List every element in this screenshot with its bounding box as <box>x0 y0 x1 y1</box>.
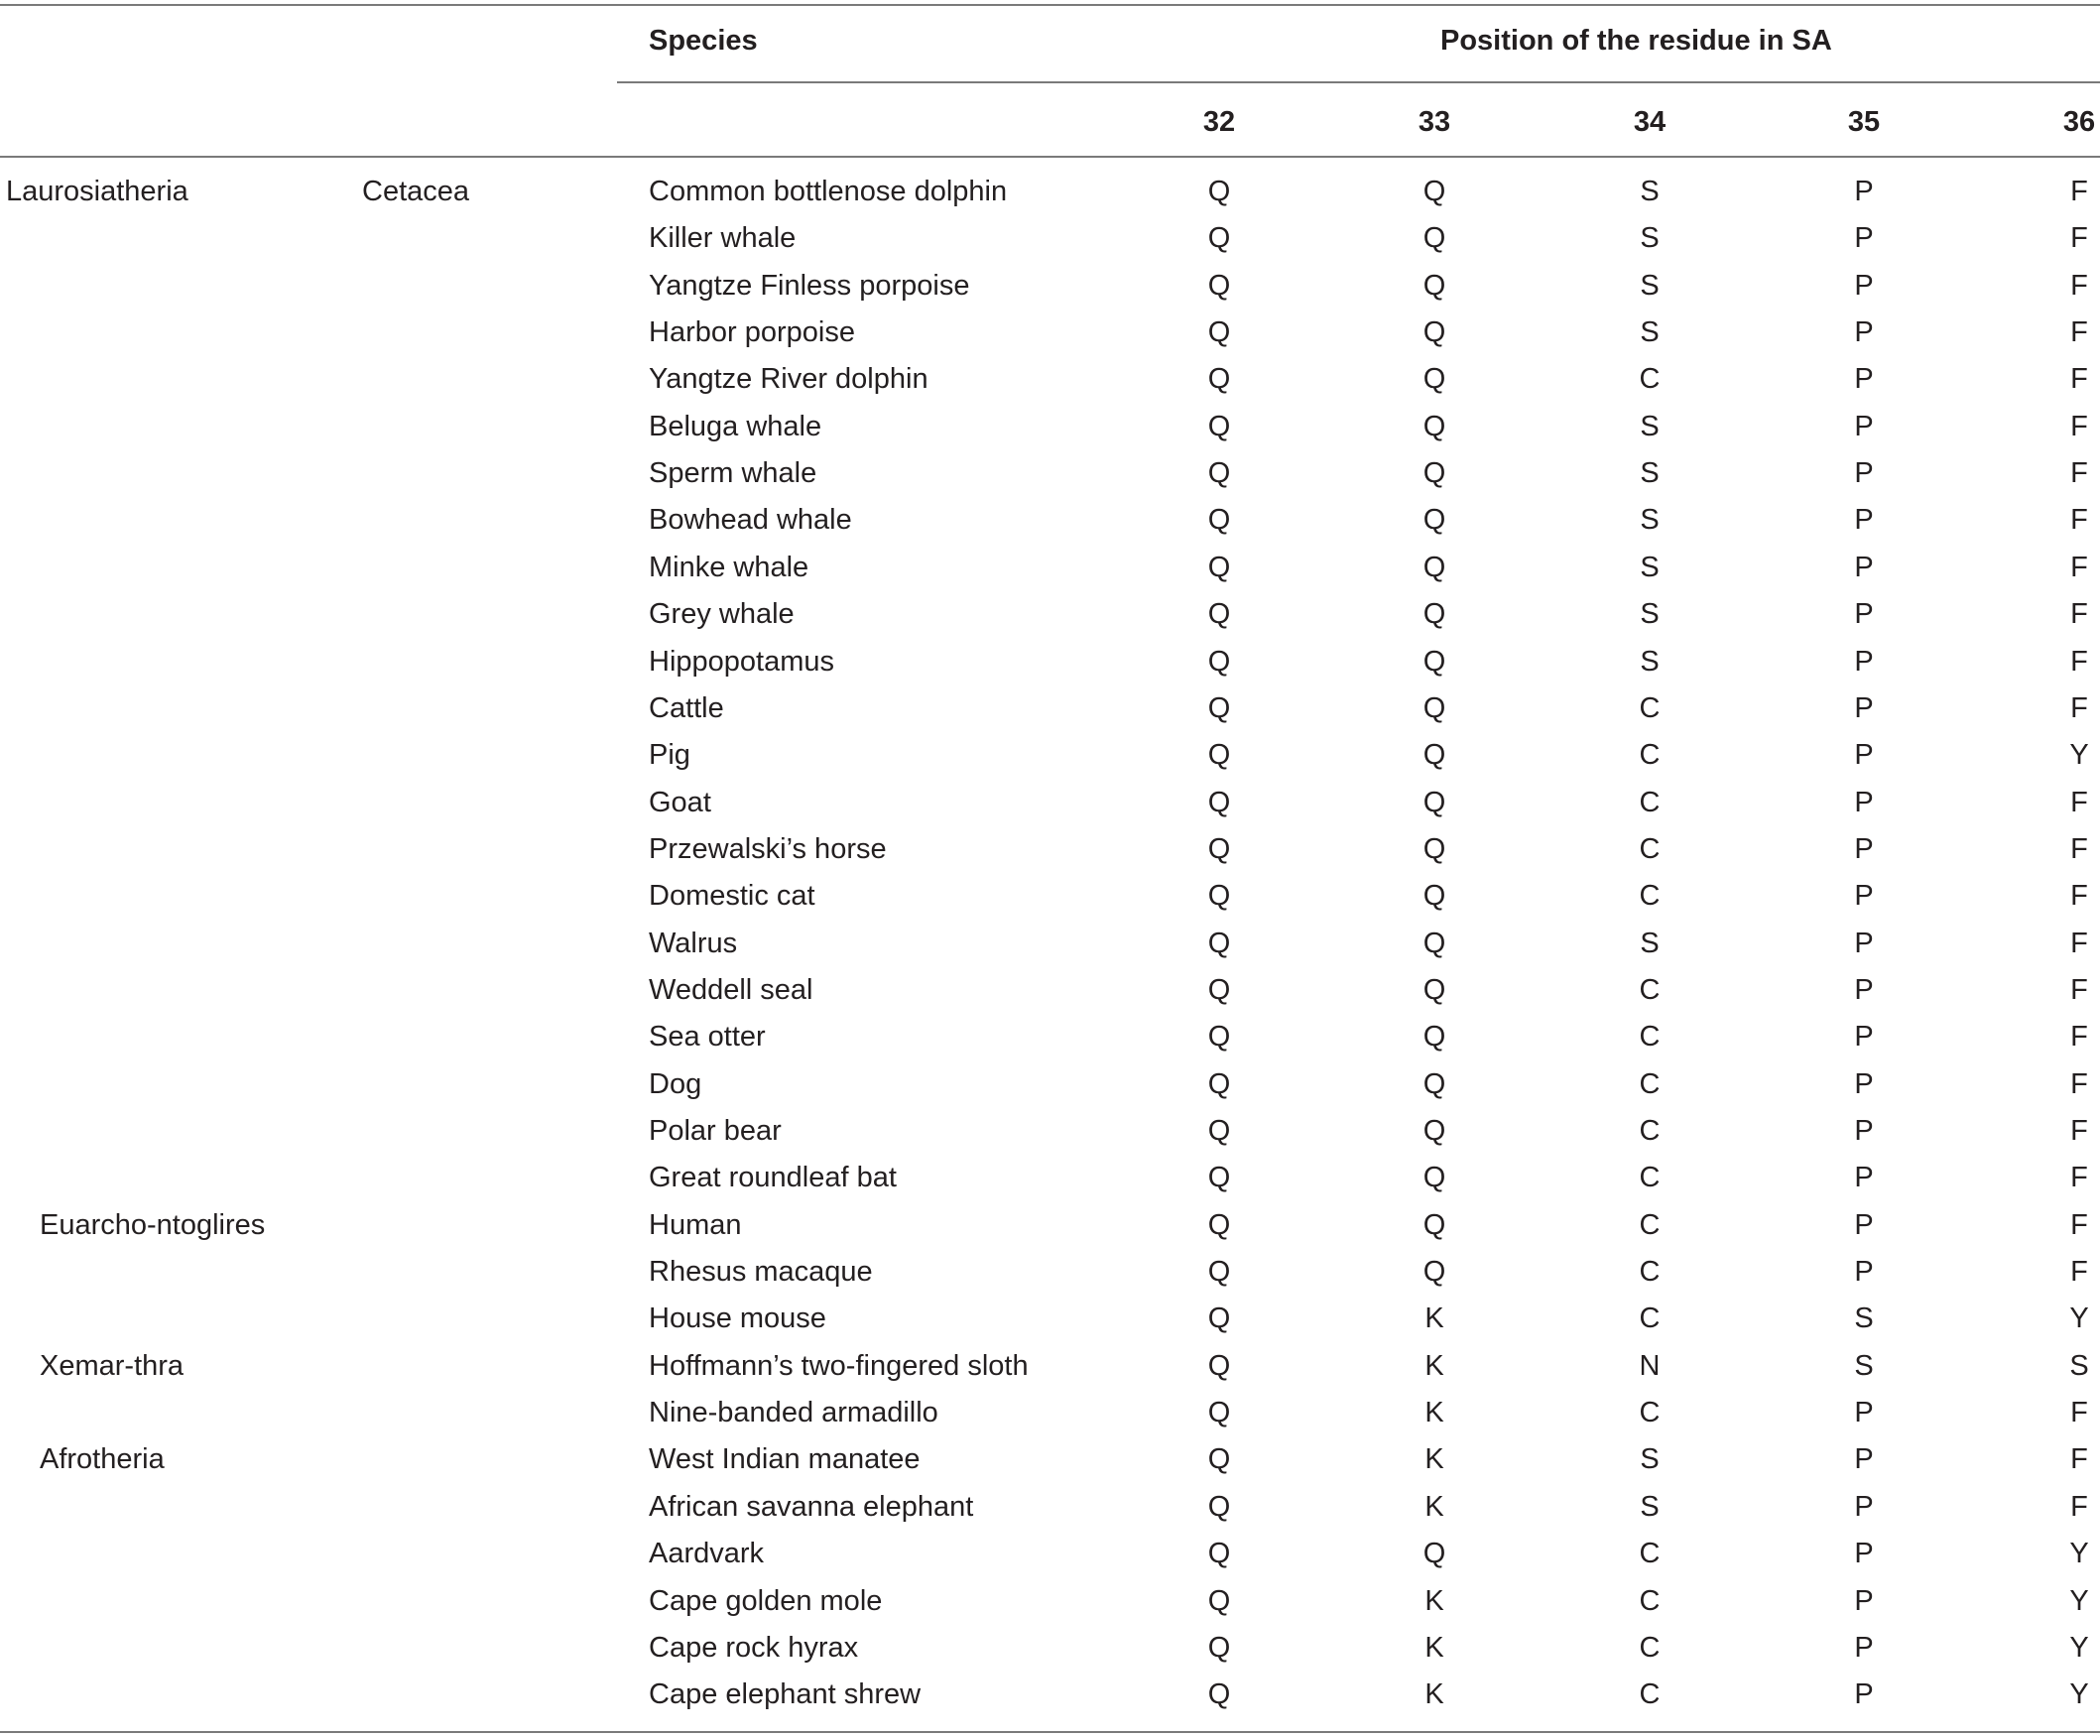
residue-cell-34: C <box>1639 1678 1661 1711</box>
residue-cell-32: Q <box>1207 1067 1231 1100</box>
residue-cell-34: S <box>1640 222 1660 255</box>
residue-cell-36: Y <box>2069 1678 2089 1711</box>
residue-cell-35: P <box>1854 1067 1874 1100</box>
residue-cell-35: P <box>1854 363 1874 396</box>
species-cell: Bowhead whale <box>649 504 852 537</box>
residue-cell-32: Q <box>1207 1443 1231 1476</box>
residue-cell-33: Q <box>1422 832 1446 865</box>
species-header: Species <box>649 25 758 57</box>
residue-cell-35: P <box>1854 880 1874 913</box>
table-row <box>0 310 2100 356</box>
residue-cell-35: P <box>1854 1631 1874 1664</box>
species-cell: Sperm whale <box>649 457 817 490</box>
species-cell: Cattle <box>649 691 724 724</box>
table-row <box>0 1343 2100 1390</box>
species-cell: Weddell seal <box>649 973 813 1006</box>
residue-cell-35: P <box>1854 551 1874 583</box>
residue-cell-32: Q <box>1207 1584 1231 1617</box>
residue-cell-33: Q <box>1422 316 1446 349</box>
species-cell: Dog <box>649 1067 702 1100</box>
residue-cell-34: S <box>1640 269 1660 302</box>
residue-cell-34: C <box>1639 1631 1661 1664</box>
residue-cell-35: P <box>1854 1490 1874 1523</box>
species-cell: Killer whale <box>649 222 797 255</box>
residue-cell-33: Q <box>1422 691 1446 724</box>
residue-cell-33: Q <box>1422 880 1446 913</box>
residue-cell-36: F <box>2070 1443 2088 1476</box>
residue-cell-35: P <box>1854 1538 1874 1570</box>
residue-cell-35: P <box>1854 1397 1874 1429</box>
residue-cell-36: F <box>2070 269 2088 302</box>
residue-cell-35: P <box>1854 1443 1874 1476</box>
top-rule <box>0 4 2100 6</box>
residue-cell-32: Q <box>1207 1678 1231 1711</box>
residue-cell-36: F <box>2070 927 2088 959</box>
residue-cell-34: C <box>1639 1067 1661 1100</box>
species-cell: Pig <box>649 739 690 772</box>
residue-cell-33: Q <box>1422 1538 1446 1570</box>
residue-cell-34: C <box>1639 1256 1661 1289</box>
residue-cell-33: Q <box>1422 1208 1446 1241</box>
species-cell: Goat <box>649 786 711 818</box>
table-row <box>0 826 2100 873</box>
residue-cell-36: Y <box>2069 1631 2089 1664</box>
residue-cell-36: F <box>2070 457 2088 490</box>
residue-cell-36: F <box>2070 786 2088 818</box>
residue-cell-36: Y <box>2069 1584 2089 1617</box>
residue-cell-33: K <box>1424 1584 1444 1617</box>
residue-cell-36: F <box>2070 1208 2088 1241</box>
table-row <box>0 1249 2100 1296</box>
residue-cell-33: K <box>1424 1349 1444 1382</box>
residue-cell-34: S <box>1640 410 1660 442</box>
residue-cell-36: F <box>2070 880 2088 913</box>
species-cell: Minke whale <box>649 551 809 583</box>
residue-cell-36: Y <box>2069 1538 2089 1570</box>
table-row <box>0 1390 2100 1436</box>
residue-cell-34: N <box>1639 1349 1661 1382</box>
residue-cell-36: F <box>2070 551 2088 583</box>
residue-cell-35: P <box>1854 222 1874 255</box>
residue-cell-33: Q <box>1422 739 1446 772</box>
table-row <box>0 1578 2100 1625</box>
position-34-header: 34 <box>1633 106 1667 138</box>
residue-cell-33: Q <box>1422 786 1446 818</box>
species-cell: House mouse <box>649 1302 826 1335</box>
residue-cell-33: K <box>1424 1443 1444 1476</box>
residue-cell-34: C <box>1639 1115 1661 1147</box>
residue-cell-32: Q <box>1207 1631 1231 1664</box>
residue-cell-35: P <box>1854 739 1874 772</box>
residue-cell-36: F <box>2070 410 2088 442</box>
residue-cell-32: Q <box>1207 363 1231 396</box>
residue-cell-36: F <box>2070 832 2088 865</box>
residue-cell-32: Q <box>1207 645 1231 678</box>
species-cell: Grey whale <box>649 598 795 631</box>
species-cell: Sea otter <box>649 1021 766 1054</box>
residue-cell-32: Q <box>1207 1021 1231 1054</box>
residue-cell-35: P <box>1854 1584 1874 1617</box>
species-cell: Hippopotamus <box>649 645 834 678</box>
header-bottom-rule <box>0 156 2100 158</box>
residue-cell-35: P <box>1854 410 1874 442</box>
residue-cell-32: Q <box>1207 457 1231 490</box>
species-cell: Human <box>649 1208 742 1241</box>
residue-cell-36: Y <box>2069 739 2089 772</box>
table-row <box>0 1672 2100 1718</box>
residue-cell-32: Q <box>1207 1490 1231 1523</box>
residue-cell-36: F <box>2070 176 2088 207</box>
residue-cell-36: F <box>2070 1490 2088 1523</box>
residue-cell-35: P <box>1854 457 1874 490</box>
residue-cell-33: Q <box>1422 222 1446 255</box>
residue-cell-34: C <box>1639 832 1661 865</box>
residue-cell-32: Q <box>1207 880 1231 913</box>
residue-cell-35: P <box>1854 1115 1874 1147</box>
table-row <box>0 873 2100 920</box>
residue-cell-33: Q <box>1422 973 1446 1006</box>
species-cell: Cape rock hyrax <box>649 1631 859 1664</box>
table-row <box>0 1484 2100 1531</box>
residue-cell-36: F <box>2070 645 2088 678</box>
residue-cell-34: C <box>1639 1397 1661 1429</box>
table-row <box>0 639 2100 685</box>
species-cell: Yangtze River dolphin <box>649 363 928 396</box>
residue-cell-35: P <box>1854 316 1874 349</box>
table-row <box>0 591 2100 638</box>
residue-cell-35: P <box>1854 269 1874 302</box>
position-33-header: 33 <box>1418 106 1451 138</box>
residue-cell-32: Q <box>1207 1115 1231 1147</box>
residue-cell-33: Q <box>1422 363 1446 396</box>
position-header: Position of the residue in SA <box>1440 25 1832 57</box>
residue-cell-35: P <box>1854 1256 1874 1289</box>
residue-cell-33: K <box>1424 1631 1444 1664</box>
residue-cell-35: P <box>1854 1678 1874 1711</box>
residue-cell-36: Y <box>2069 1302 2089 1335</box>
residue-cell-32: Q <box>1207 739 1231 772</box>
residue-cell-33: Q <box>1422 457 1446 490</box>
residue-cell-34: C <box>1639 1162 1661 1194</box>
residue-cell-32: Q <box>1207 410 1231 442</box>
residue-cell-35: P <box>1854 691 1874 724</box>
residue-cell-36: F <box>2070 363 2088 396</box>
residue-cell-35: S <box>1854 1349 1874 1382</box>
residue-cell-35: P <box>1854 645 1874 678</box>
residue-cell-35: P <box>1854 927 1874 959</box>
residue-cell-34: C <box>1639 880 1661 913</box>
residue-cell-34: C <box>1639 1208 1661 1241</box>
species-cell: Aardvark <box>649 1538 765 1570</box>
species-cell: Cape golden mole <box>649 1584 883 1617</box>
residue-cell-32: Q <box>1207 1162 1231 1194</box>
residue-cell-32: Q <box>1207 1302 1231 1335</box>
residue-cell-32: Q <box>1207 551 1231 583</box>
residue-cell-34: S <box>1640 457 1660 490</box>
table-row <box>0 1202 2100 1249</box>
table-row <box>0 732 2100 779</box>
residue-cell-34: C <box>1639 691 1661 724</box>
residue-cell-33: Q <box>1422 504 1446 537</box>
table-row <box>0 263 2100 310</box>
residue-cell-35: P <box>1854 832 1874 865</box>
species-cell: Harbor porpoise <box>649 316 855 349</box>
residue-cell-32: Q <box>1207 598 1231 631</box>
table-row <box>0 215 2100 262</box>
species-cell: Walrus <box>649 927 738 959</box>
residue-cell-33: K <box>1424 1302 1444 1335</box>
residue-cell-36: S <box>2069 1349 2089 1382</box>
residue-cell-36: F <box>2070 1162 2088 1194</box>
species-cell: Domestic cat <box>649 880 815 913</box>
table-row <box>0 1436 2100 1483</box>
residue-cell-32: Q <box>1207 504 1231 537</box>
residue-cell-36: F <box>2070 1397 2088 1429</box>
bottom-rule <box>0 1731 2100 1733</box>
residue-cell-35: P <box>1854 1021 1874 1054</box>
residue-cell-35: P <box>1854 1162 1874 1194</box>
table-row <box>0 967 2100 1014</box>
header-sub-rule <box>617 81 2100 83</box>
table-row <box>0 1625 2100 1672</box>
table-row <box>0 404 2100 450</box>
residue-cell-33: Q <box>1422 410 1446 442</box>
table-row <box>0 545 2100 591</box>
superorder-cell: Xemar-thra <box>40 1349 185 1382</box>
species-cell: Przewalski’s horse <box>649 832 887 865</box>
residue-cell-36: F <box>2070 691 2088 724</box>
superorder-cell: Afrotheria <box>40 1443 165 1476</box>
residue-cell-34: C <box>1639 1302 1661 1335</box>
residue-cell-34: C <box>1639 363 1661 396</box>
table-row <box>0 780 2100 826</box>
residue-cell-32: Q <box>1207 786 1231 818</box>
superorder-cell: Euarcho-ntoglires <box>40 1208 266 1241</box>
residue-cell-34: S <box>1640 316 1660 349</box>
residue-cell-34: C <box>1639 1584 1661 1617</box>
position-32-header: 32 <box>1202 106 1236 138</box>
residue-cell-34: S <box>1640 1443 1660 1476</box>
table-row <box>0 497 2100 544</box>
table-row <box>0 1014 2100 1060</box>
residue-cell-34: C <box>1639 1021 1661 1054</box>
position-35-header: 35 <box>1847 106 1881 138</box>
residue-cell-35: S <box>1854 1302 1874 1335</box>
residue-cell-32: Q <box>1207 1397 1231 1429</box>
residue-cell-36: F <box>2070 222 2088 255</box>
residue-cell-33: Q <box>1422 269 1446 302</box>
species-cell: Polar bear <box>649 1115 782 1147</box>
residue-cell-34: S <box>1640 504 1660 537</box>
residue-cell-36: F <box>2070 1067 2088 1100</box>
residue-cell-35: P <box>1854 786 1874 818</box>
species-cell: Hoffmann’s two-fingered sloth <box>649 1349 1029 1382</box>
residue-cell-34: S <box>1640 176 1660 207</box>
residue-cell-33: Q <box>1422 927 1446 959</box>
species-cell: West Indian manatee <box>649 1443 921 1476</box>
residue-cell-35: P <box>1854 504 1874 537</box>
residue-cell-32: Q <box>1207 222 1231 255</box>
residue-cell-33: Q <box>1422 598 1446 631</box>
superorder-cell: Laurosiatheria <box>6 176 188 207</box>
residue-cell-34: S <box>1640 1490 1660 1523</box>
residue-cell-36: F <box>2070 1256 2088 1289</box>
residue-cell-34: S <box>1640 927 1660 959</box>
species-cell: Beluga whale <box>649 410 822 442</box>
residue-cell-34: C <box>1639 973 1661 1006</box>
residue-cell-33: Q <box>1422 176 1446 207</box>
table-row <box>0 1108 2100 1155</box>
table-row <box>0 685 2100 732</box>
species-cell: Great roundleaf bat <box>649 1162 897 1194</box>
species-cell: Common bottlenose dolphin <box>649 176 1008 207</box>
residue-cell-32: Q <box>1207 1256 1231 1289</box>
residue-cell-36: F <box>2070 1115 2088 1147</box>
residue-cell-33: K <box>1424 1678 1444 1711</box>
residue-cell-34: C <box>1639 739 1661 772</box>
residue-cell-33: K <box>1424 1490 1444 1523</box>
residue-cell-34: C <box>1639 1538 1661 1570</box>
residue-cell-32: Q <box>1207 269 1231 302</box>
table-row <box>0 169 2100 215</box>
residue-cell-32: Q <box>1207 316 1231 349</box>
residue-cell-33: Q <box>1422 1021 1446 1054</box>
residue-cell-32: Q <box>1207 176 1231 207</box>
residue-cell-32: Q <box>1207 927 1231 959</box>
table-row <box>0 356 2100 403</box>
residue-cell-35: P <box>1854 598 1874 631</box>
species-cell: Rhesus macaque <box>649 1256 873 1289</box>
residue-cell-32: Q <box>1207 832 1231 865</box>
species-cell: Yangtze Finless porpoise <box>649 269 970 302</box>
order-cell: Cetacea <box>362 176 470 207</box>
residue-cell-36: F <box>2070 973 2088 1006</box>
residue-cell-34: C <box>1639 786 1661 818</box>
residue-cell-36: F <box>2070 1021 2088 1054</box>
residue-cell-35: P <box>1854 973 1874 1006</box>
residue-cell-34: S <box>1640 598 1660 631</box>
residue-cell-33: Q <box>1422 1067 1446 1100</box>
residue-cell-36: F <box>2070 504 2088 537</box>
residue-cell-35: P <box>1854 1208 1874 1241</box>
residue-cell-34: S <box>1640 645 1660 678</box>
residue-cell-33: Q <box>1422 645 1446 678</box>
residue-cell-34: S <box>1640 551 1660 583</box>
residue-cell-32: Q <box>1207 1208 1231 1241</box>
species-cell: African savanna elephant <box>649 1490 974 1523</box>
table-row <box>0 450 2100 497</box>
table-row <box>0 1061 2100 1108</box>
table-row <box>0 1531 2100 1577</box>
species-cell: Cape elephant shrew <box>649 1678 922 1711</box>
residue-cell-35: P <box>1854 176 1874 207</box>
residue-cell-33: Q <box>1422 1115 1446 1147</box>
residue-cell-32: Q <box>1207 973 1231 1006</box>
residue-cell-36: F <box>2070 598 2088 631</box>
position-36-header: 36 <box>2062 106 2096 138</box>
species-cell: Nine-banded armadillo <box>649 1397 938 1429</box>
residue-cell-32: Q <box>1207 691 1231 724</box>
table-row <box>0 1296 2100 1342</box>
residue-cell-36: F <box>2070 316 2088 349</box>
residue-cell-32: Q <box>1207 1349 1231 1382</box>
residue-cell-32: Q <box>1207 1538 1231 1570</box>
residue-cell-33: Q <box>1422 1162 1446 1194</box>
residue-cell-33: Q <box>1422 551 1446 583</box>
residue-cell-33: K <box>1424 1397 1444 1429</box>
table-row <box>0 1155 2100 1201</box>
residue-cell-33: Q <box>1422 1256 1446 1289</box>
table-row <box>0 921 2100 967</box>
